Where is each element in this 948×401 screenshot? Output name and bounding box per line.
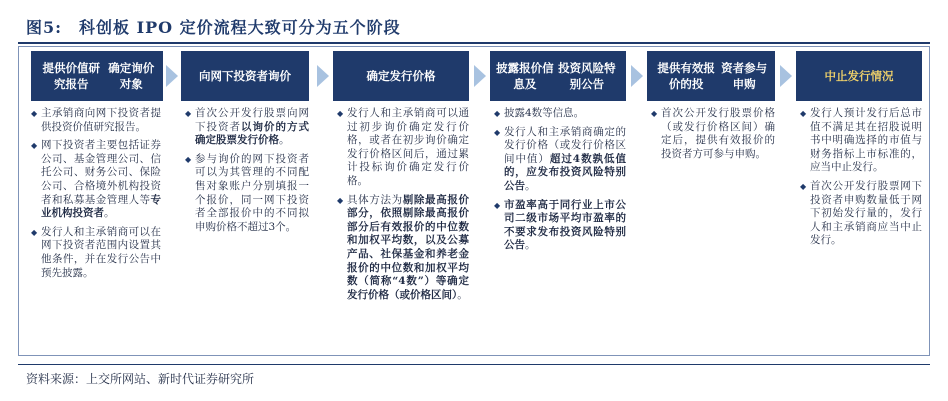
figure-title: 图5: 科创板 IPO 定价流程大致可分为五个阶段: [26, 18, 401, 37]
flow-frame: [18, 46, 930, 356]
stage-3-header: [333, 51, 469, 101]
bullet-item: [337, 194, 469, 303]
stage-header-line: 投资风险特别公告: [558, 61, 616, 91]
stage-1-content: [31, 107, 161, 285]
bullet-item: [31, 107, 161, 134]
bullet-text: 具体方法为: [347, 193, 403, 206]
stage-header-line: 提供价值研究报告: [42, 61, 101, 91]
bullet-item: [494, 199, 626, 253]
bullet-text: 网下投资者主要包括证券公司、基金管理公司、信托公司、财务公司、保险公司、合格境外机构投资者和私募基金管理人等: [41, 139, 161, 206]
bullet-text: 发行人预计发行后总市值不满足其在招股说明书中明确选择的市值与财务指标上市标准的，应当中止发行。: [810, 107, 922, 174]
stage-4: [490, 47, 626, 357]
bullet-text-bold: 以询价的方式确定股票发行价格: [195, 120, 309, 147]
bullet-item: [185, 107, 309, 148]
stage-header-line: 中止发行情况: [824, 69, 894, 83]
stage-5-header: [647, 51, 775, 101]
stage-1-header: [31, 51, 163, 101]
stage-header-line: 资者参与申购: [721, 61, 768, 91]
bullet-text-bold: 超过4数孰低值的，应发布投资风险特别公告: [504, 152, 626, 192]
stage-header-line: 确定询价对象: [108, 61, 155, 91]
bullet-text: 首次公开发行股票向网下投资者: [195, 107, 309, 133]
stage-3: [333, 47, 469, 357]
bullet-item: [800, 180, 922, 248]
bullet-item: [800, 107, 922, 175]
stage-header-line: 披露报价信息及: [496, 61, 554, 91]
bullet-text-bold: 剔除最高报价部分，依照剔除最高报价部分后有效报价的中位数和加权平均数，以及公募产品、社保基金和养老金报价的中位数和加权平均数（简称“4数”）等确定发行价格（或价格区间）: [347, 193, 469, 301]
bullet-text: 参与询价的网下投资者可以为其管理的不同配售对象账户分别填报一个报价，同一网下投资者全部报价中的不同拟申购价格不超过3个。: [195, 152, 309, 233]
flow-arrow-1: [166, 65, 178, 87]
stage-5: [647, 47, 775, 357]
bullet-item: [337, 107, 469, 189]
stage-3-content: [337, 107, 469, 307]
bullet-item: [651, 107, 775, 161]
flow-arrow-5: [780, 65, 792, 87]
stage-6-header: [796, 51, 922, 101]
stage-6: [796, 47, 922, 357]
stage-header-line: 确定发行价格: [366, 69, 436, 83]
bullet-text: 。: [525, 179, 536, 192]
figure-title-bar: [18, 12, 930, 42]
source-rule: [18, 364, 930, 365]
bullet-item: [31, 226, 161, 280]
stage-4-header: [490, 51, 626, 101]
stage-1: [19, 47, 163, 357]
title-rule: [18, 42, 930, 44]
stage-header-line: 提供有效报价的投: [657, 61, 715, 91]
bullet-text: 发行人和主承销商确定的发行价格（或发行价格区间中值）: [504, 125, 626, 165]
bullet-item: [185, 153, 309, 235]
stage-header-line: 向网下投资者询价: [199, 69, 291, 83]
bullet-text: 。: [525, 239, 536, 252]
stage-4-content: [494, 107, 626, 258]
bullet-item: [494, 107, 626, 121]
stage-6-content: [800, 107, 922, 253]
stage-2-content: [185, 107, 309, 239]
bullet-text: 首次公开发行股票网下投资者申购数量低于网下初始发行量的，发行人和主承销商应当中止发行。: [810, 179, 922, 247]
flow-arrow-2: [317, 65, 329, 87]
bullet-text: 。: [457, 288, 468, 301]
bullet-text-bold: 专业机构投资者: [41, 193, 161, 220]
bullet-text: 。: [279, 134, 290, 147]
bullet-text: 披露4数等信息。: [504, 107, 585, 119]
bullet-item: [31, 139, 161, 221]
bullet-text: 首次公开发行股票价格（或发行价格区间）确定后，提供有效报价的投资者方可参与申购。: [661, 107, 775, 160]
stage-5-content: [651, 107, 775, 166]
bullet-text-bold: 市盈率高于同行业上市公司二级市场平均市盈率的不要求发布投资风险特别公告: [504, 198, 626, 252]
bullet-item: [494, 126, 626, 194]
stage-2-header: [181, 51, 309, 101]
bullet-text: 发行人和主承销商可以通过初步询价确定发行价格，或者在初步询价确定发行价格区间后，通过累计投标询价确定发行价格。: [347, 107, 469, 187]
figure-source: 资料来源：上交所网站、新时代证券研究所: [26, 372, 255, 386]
stage-2: [181, 47, 309, 357]
bullet-text: 。: [104, 207, 115, 220]
flow-arrow-4: [631, 65, 643, 87]
bullet-text: 发行人和主承销商可以在网下投资者范围内设置其他条件，并在发行公告中预先披露。: [41, 225, 161, 279]
bullet-text: 主承销商向网下投资者提供投资价值研究报告。: [41, 107, 161, 133]
flow-arrow-3: [474, 65, 486, 87]
